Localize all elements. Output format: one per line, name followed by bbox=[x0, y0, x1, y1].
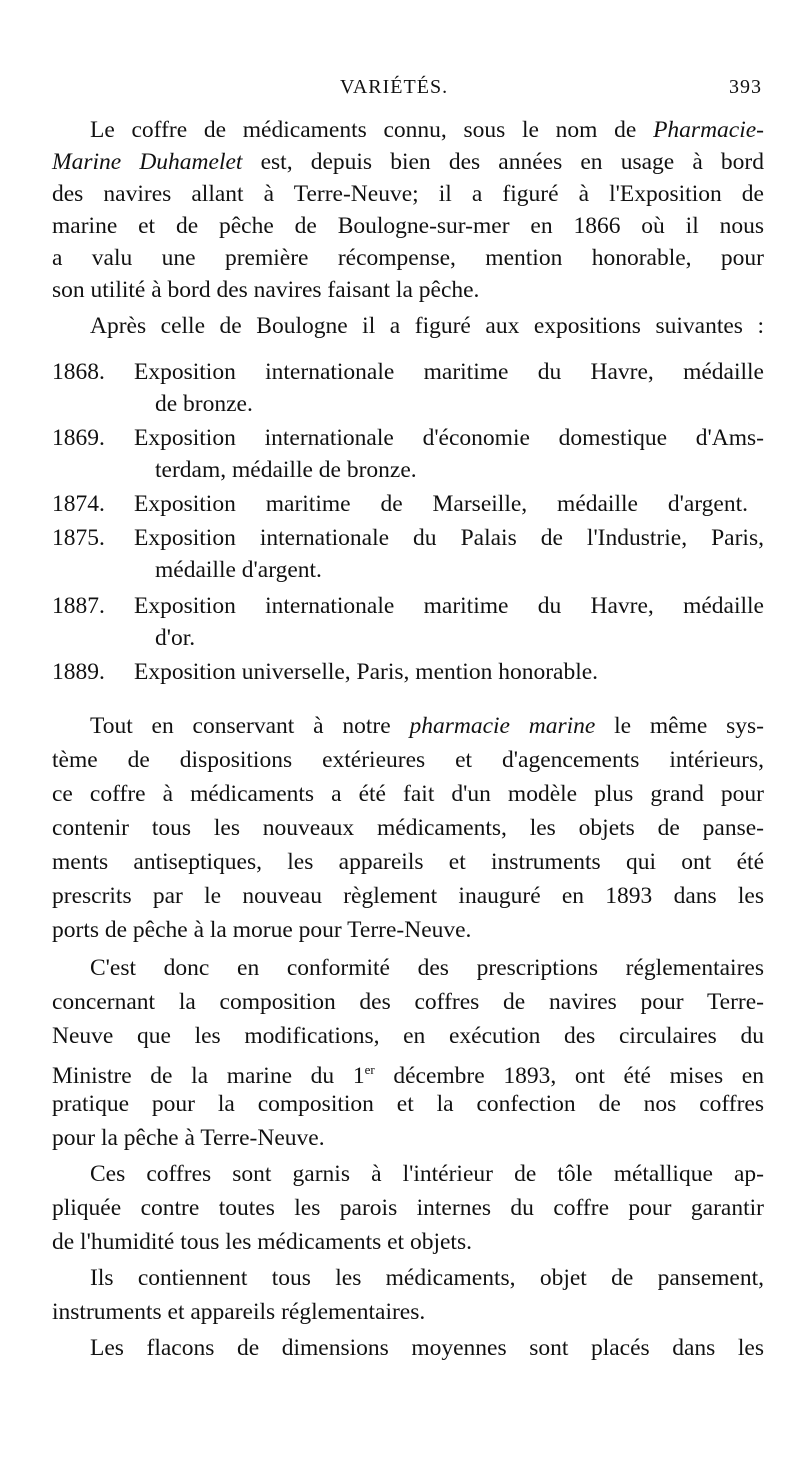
paragraph-4-line-2: concernant la composition des coffres de navires pour Terre- bbox=[52, 989, 764, 1015]
paragraph-3-line-3: ce coffre à médicaments a été fait d'un modèle plus grand pour bbox=[52, 781, 764, 807]
paragraph-5-line-2: pliquée contre toutes les parois internes du coffre pour garantir bbox=[52, 1195, 764, 1221]
exhibition-text: Exposition maritime de Marseille, médaille d'argent. bbox=[134, 491, 748, 517]
exhibition-continuation: médaille d'argent. bbox=[155, 557, 322, 583]
paragraph-4-line-3: Neuve que les modifications, en exécution des circulaires du bbox=[52, 1023, 764, 1049]
paragraph-4-line-1: C'est donc en conformité des prescriptions réglementaires bbox=[90, 955, 764, 981]
exhibition-year: 1889. bbox=[52, 659, 105, 685]
exhibition-text: Exposition internationale maritime du Havre, médaille bbox=[134, 593, 764, 619]
paragraph-3-line-6: prescrits par le nouveau règlement inauguré en 1893 dans les bbox=[52, 883, 764, 909]
paragraph-4-line-5: pratique pour la composition et la confection de nos coffres bbox=[52, 1091, 764, 1117]
exhibition-year: 1869. bbox=[52, 425, 105, 451]
paragraph-1-line-5: a valu une première récompense, mention honorable, pour bbox=[52, 245, 764, 271]
paragraph-3-line-7: ports de pêche à la morue pour Terre-Neuve. bbox=[52, 917, 472, 943]
exhibition-text: Exposition universelle, Paris, mention honorable. bbox=[134, 659, 599, 685]
paragraph-5-line-1: Ces coffres sont garnis à l'intérieur de tôle métallique ap- bbox=[90, 1161, 764, 1187]
exhibition-year: 1875. bbox=[52, 525, 105, 551]
paragraph-5-line-3: de l'humidité tous les médicaments et objets. bbox=[52, 1229, 472, 1255]
paragraph-2-line-1: Après celle de Boulogne il a figuré aux expositions suivantes : bbox=[90, 313, 764, 339]
running-head bbox=[0, 76, 800, 106]
paragraph-1-line-1: Le coffre de médicaments connu, sous le nom de Pharmacie- bbox=[90, 117, 764, 143]
paragraph-1-line-2: Marine Duhamelet est, depuis bien des années en usage à bord bbox=[52, 149, 764, 175]
exhibition-item bbox=[52, 422, 764, 454]
paragraph-4-line-6: pour la pêche à Terre-Neuve. bbox=[52, 1125, 325, 1151]
exhibition-item bbox=[52, 488, 764, 520]
paragraph-1-line-3: des navires allant à Terre-Neuve; il a figuré à l'Exposition de bbox=[52, 181, 764, 207]
running-title: VARIÉTÉS. bbox=[340, 76, 449, 98]
exhibition-text: Exposition internationale maritime du Havre, médaille bbox=[134, 359, 764, 385]
exhibition-continuation: terdam, médaille de bronze. bbox=[155, 457, 417, 483]
paragraph-1-line-4: marine et de pêche de Boulogne-sur-mer en 1866 où il nous bbox=[52, 213, 764, 239]
paragraph-3-line-4: contenir tous les nouveaux médicaments, les objets de panse- bbox=[52, 815, 764, 841]
exhibition-year: 1868. bbox=[52, 359, 105, 385]
exhibition-continuation: d'or. bbox=[155, 625, 196, 651]
paragraph-3-line-1: Tout en conservant à notre pharmacie marine le même sys- bbox=[90, 713, 764, 739]
exhibition-continuation: de bronze. bbox=[155, 391, 253, 417]
exhibition-text: Exposition internationale du Palais de l'Industrie, Paris, bbox=[134, 525, 764, 551]
exhibition-year: 1874. bbox=[52, 491, 105, 517]
exhibition-item bbox=[52, 590, 764, 622]
exhibition-item bbox=[52, 656, 764, 688]
paragraph-6-line-2: instruments et appareils réglementaires. bbox=[52, 1299, 426, 1325]
exhibition-text: Exposition internationale d'économie domestique d'Ams- bbox=[134, 425, 764, 451]
page-number: 393 bbox=[729, 76, 762, 98]
exhibition-year: 1887. bbox=[52, 593, 105, 619]
paragraph-7-line-1: Les flacons de dimensions moyennes sont placés dans les bbox=[90, 1335, 764, 1361]
paragraph-3-line-2: tème de dispositions extérieures et d'agencements intérieurs, bbox=[52, 747, 764, 773]
paragraph-4-line-4: Ministre de la marine du 1er décembre 1893, ont été mises en bbox=[52, 1062, 764, 1089]
exhibition-item bbox=[52, 356, 764, 388]
paragraph-3-line-5: ments antiseptiques, les appareils et instruments qui ont été bbox=[52, 849, 764, 875]
exhibition-item bbox=[52, 522, 764, 554]
paragraph-1-line-6: son utilité à bord des navires faisant la pêche. bbox=[52, 277, 480, 303]
paragraph-6-line-1: Ils contiennent tous les médicaments, objet de pansement, bbox=[90, 1265, 764, 1291]
